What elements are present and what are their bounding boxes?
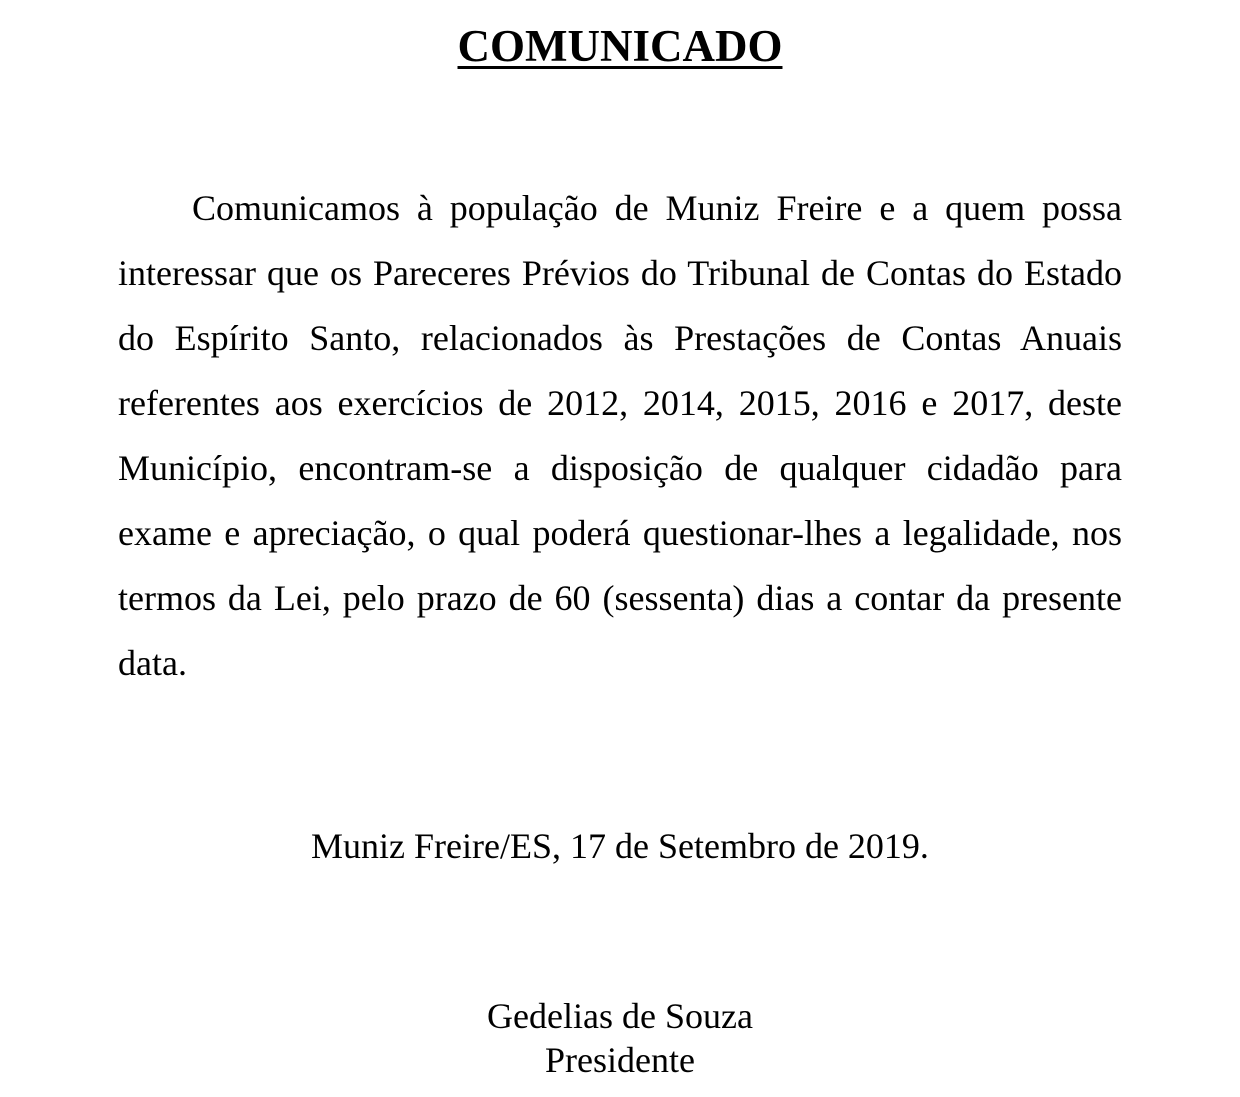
signatory-name: Gedelias de Souza xyxy=(487,996,753,1036)
signature-block xyxy=(0,994,1240,1082)
signatory-role: Presidente xyxy=(545,1040,695,1080)
place-date-line: Muniz Freire/ES, 17 de Setembro de 2019. xyxy=(311,826,929,866)
announcement-body: Comunicamos à população de Muniz Freire e a quem possa interessar que os Pareceres Prévios do Tribunal de Contas do Estado do Espírito Santo, relacionados às Prestações de Contas Anuais referentes aos exercícios de 2012, 2014, 2015, 2016 e 2017, deste Município, encontram-se a disposição de qualquer cidadão para exame e apreciação, o qual poderá questionar-lhes a legalidade, nos termos da Lei, pelo prazo de 60 (sessenta) dias a contar da presente data. xyxy=(118,188,1122,683)
document-title: COMUNICADO xyxy=(457,21,783,71)
